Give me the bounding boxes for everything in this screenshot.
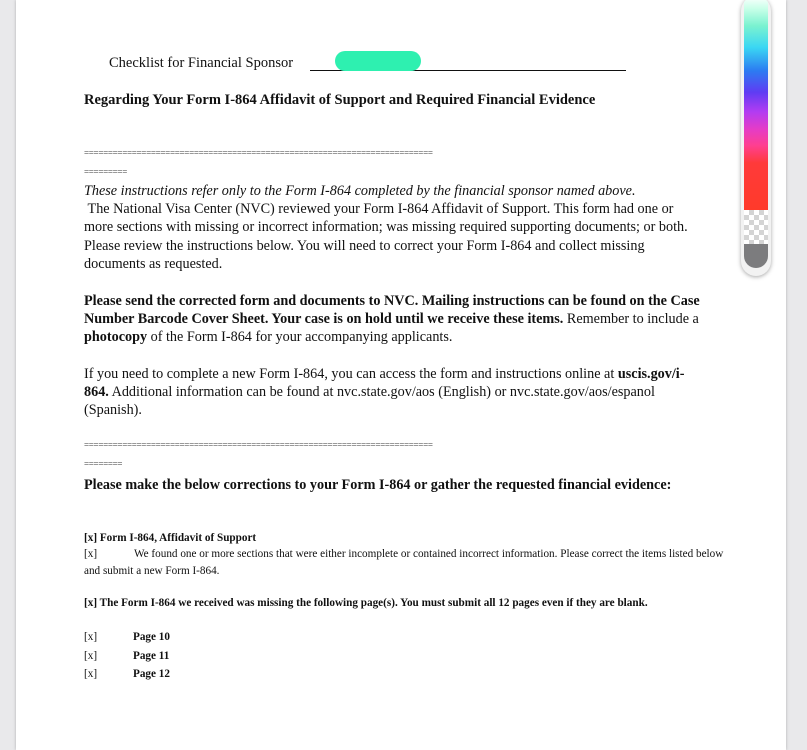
send-text-after: of the Form I-864 for your accompanying applicants. bbox=[150, 329, 453, 346]
new-form-text2: Additional information can be found at nvc.state.gov/aos (English) or nvc.state.gov/aos/espanol (Spanish). bbox=[84, 384, 655, 419]
color-picker-slider[interactable] bbox=[741, 0, 771, 276]
separator-rule-2-tail: ======== bbox=[84, 459, 123, 469]
send-paragraph bbox=[84, 292, 704, 347]
uscis-link[interactable]: uscis.gov/i-864. bbox=[84, 366, 685, 401]
missing-page-row bbox=[84, 650, 169, 662]
transparency-swatch[interactable] bbox=[744, 210, 768, 244]
missing-page-row bbox=[84, 631, 170, 643]
page-label: Page 12 bbox=[133, 668, 170, 680]
color-spectrum[interactable] bbox=[744, 0, 768, 210]
send-bold-word: photocopy bbox=[84, 329, 148, 346]
redaction-mark bbox=[335, 51, 421, 71]
intro-paragraph bbox=[84, 182, 704, 273]
separator-rule-2: ========================================================================= bbox=[84, 440, 433, 450]
page-label: Page 11 bbox=[133, 650, 170, 662]
send-text-before: Remember to include a bbox=[566, 311, 699, 328]
affidavit-heading: [x] Form I-864, Affidavit of Support bbox=[84, 532, 257, 544]
corrections-heading: Please make the below corrections to your Form I-864 or gather the requested financial evidence: bbox=[84, 477, 672, 493]
checkbox-mark: [x] bbox=[84, 668, 98, 680]
separator-rule-tail: ========= bbox=[84, 167, 127, 177]
checkbox-mark: [x] bbox=[84, 650, 98, 662]
checkbox-mark: [x] bbox=[84, 548, 98, 560]
slider-handle[interactable] bbox=[744, 244, 768, 268]
intro-text: The National Visa Center (NVC) reviewed your Form I-864 Affidavit of Support. This form had one or more sections with missing or incorrect information; was missing required supporting documents; or both. Please review the instructions below. You will need to correct your Form I-864 and collect missing documents as requested. bbox=[84, 201, 688, 272]
new-form-text1: If you need to complete a new Form I-864, you can access the form and instructions online at bbox=[84, 366, 615, 382]
document-page bbox=[16, 0, 786, 750]
checklist-label: Checklist for Financial Sponsor bbox=[109, 55, 294, 71]
intro-italic: These instructions refer only to the Form I-864 completed by the financial sponsor named above. bbox=[84, 183, 636, 199]
page-label: Page 10 bbox=[133, 631, 170, 643]
separator-rule: ========================================================================= bbox=[84, 148, 433, 158]
checkbox-mark: [x] bbox=[84, 631, 98, 643]
new-form-paragraph bbox=[84, 365, 704, 420]
missing-page-row bbox=[84, 668, 170, 680]
affidavit-item bbox=[84, 546, 724, 580]
missing-pages-heading: [x] The Form I-864 we received was missing the following page(s). You must submit all 12 pages even if they are blank. bbox=[84, 597, 648, 609]
send-bold: Please send the corrected form and documents to NVC. Mailing instructions can be found on the Case Number Barcode Cover Sheet. Your case is on hold until we receive these items. bbox=[84, 293, 700, 328]
affidavit-text: We found one or more sections that were either incomplete or contained incorrect information. Please correct the items listed below and submit a new Form I-864. bbox=[84, 548, 724, 577]
page-title: Regarding Your Form I-864 Affidavit of Support and Required Financial Evidence bbox=[84, 92, 596, 108]
